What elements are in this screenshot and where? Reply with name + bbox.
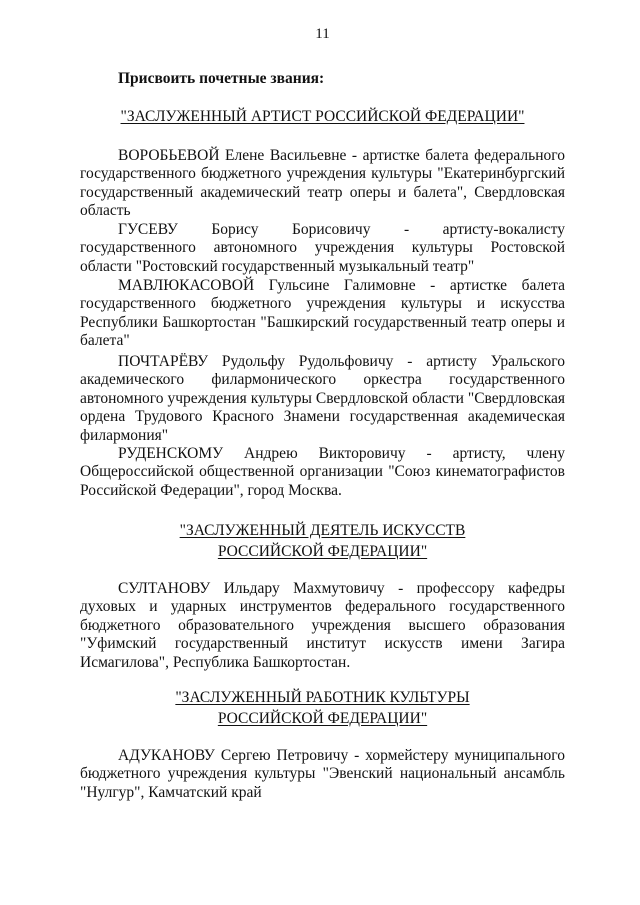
heading-line: "ЗАСЛУЖЕННЫЙ ДЕЯТЕЛЬ ИСКУССТВ	[179, 522, 466, 539]
award-entry: ГУСЕВУ Борису Борисовичу - артисту-вокалисту государственного автономного учреждения культуры Ростовской области "Ростовский государственный музыкальный театр"	[80, 221, 565, 275]
page-number: 11	[315, 26, 330, 42]
award-entry: РУДЕНСКОМУ Андрею Викторовичу - артисту, члену Общероссийской общественной организации "Союз кинематографистов Российской Федерации", город Москва.	[80, 445, 565, 499]
award-entry: ВОРОБЬЕВОЙ Елене Васильевне - артистке балета федерального государственного бюджетного учреждения культуры "Екатеринбургский государственный академический театр оперы и балета", Свердловская область	[80, 147, 565, 220]
heading-line: "ЗАСЛУЖЕННЫЙ АРТИСТ РОССИЙСКОЙ ФЕДЕРАЦИИ"	[120, 108, 525, 125]
intro-heading: Присвоить почетные звания:	[118, 70, 325, 87]
heading-line: РОССИЙСКОЙ ФЕДЕРАЦИИ"	[217, 710, 428, 727]
award-entry: МАВЛЮКАСОВОЙ Гульсине Галимовне - артистке балета государственного бюджетного учреждения культуры и искусства Республики Башкортостан "Башкирский государственный театр оперы и балета"	[80, 277, 565, 350]
heading-line: РОССИЙСКОЙ ФЕДЕРАЦИИ"	[217, 543, 428, 560]
award-entry: ПОЧТАРЁВУ Рудольфу Рудольфовичу - артисту Уральского академического филармонического оркестра государственного автономного учреждения культуры Свердловской области "Свердловская ордена Трудового Красного Знамени государственная академическая филармония"	[80, 353, 565, 444]
section-heading-honored-artist	[80, 106, 565, 127]
award-entry: АДУКАНОВУ Сергею Петровичу - хормейстеру муниципального бюджетного учреждения культуры "Эвенский национальный ансамбль "Нулгур", Камчатский край	[80, 747, 565, 801]
section-heading-honored-culture-worker	[80, 687, 565, 729]
heading-line: "ЗАСЛУЖЕННЫЙ РАБОТНИК КУЛЬТУРЫ	[175, 689, 470, 706]
section-heading-honored-arts-worker	[80, 520, 565, 562]
award-entry: СУЛТАНОВУ Ильдару Махмутовичу - профессору кафедры духовых и ударных инструментов федерального государственного бюджетного образовательного учреждения высшего образования "Уфимский государственный институт искусств имени Загира Исмагилова", Республика Башкортостан.	[80, 580, 565, 671]
